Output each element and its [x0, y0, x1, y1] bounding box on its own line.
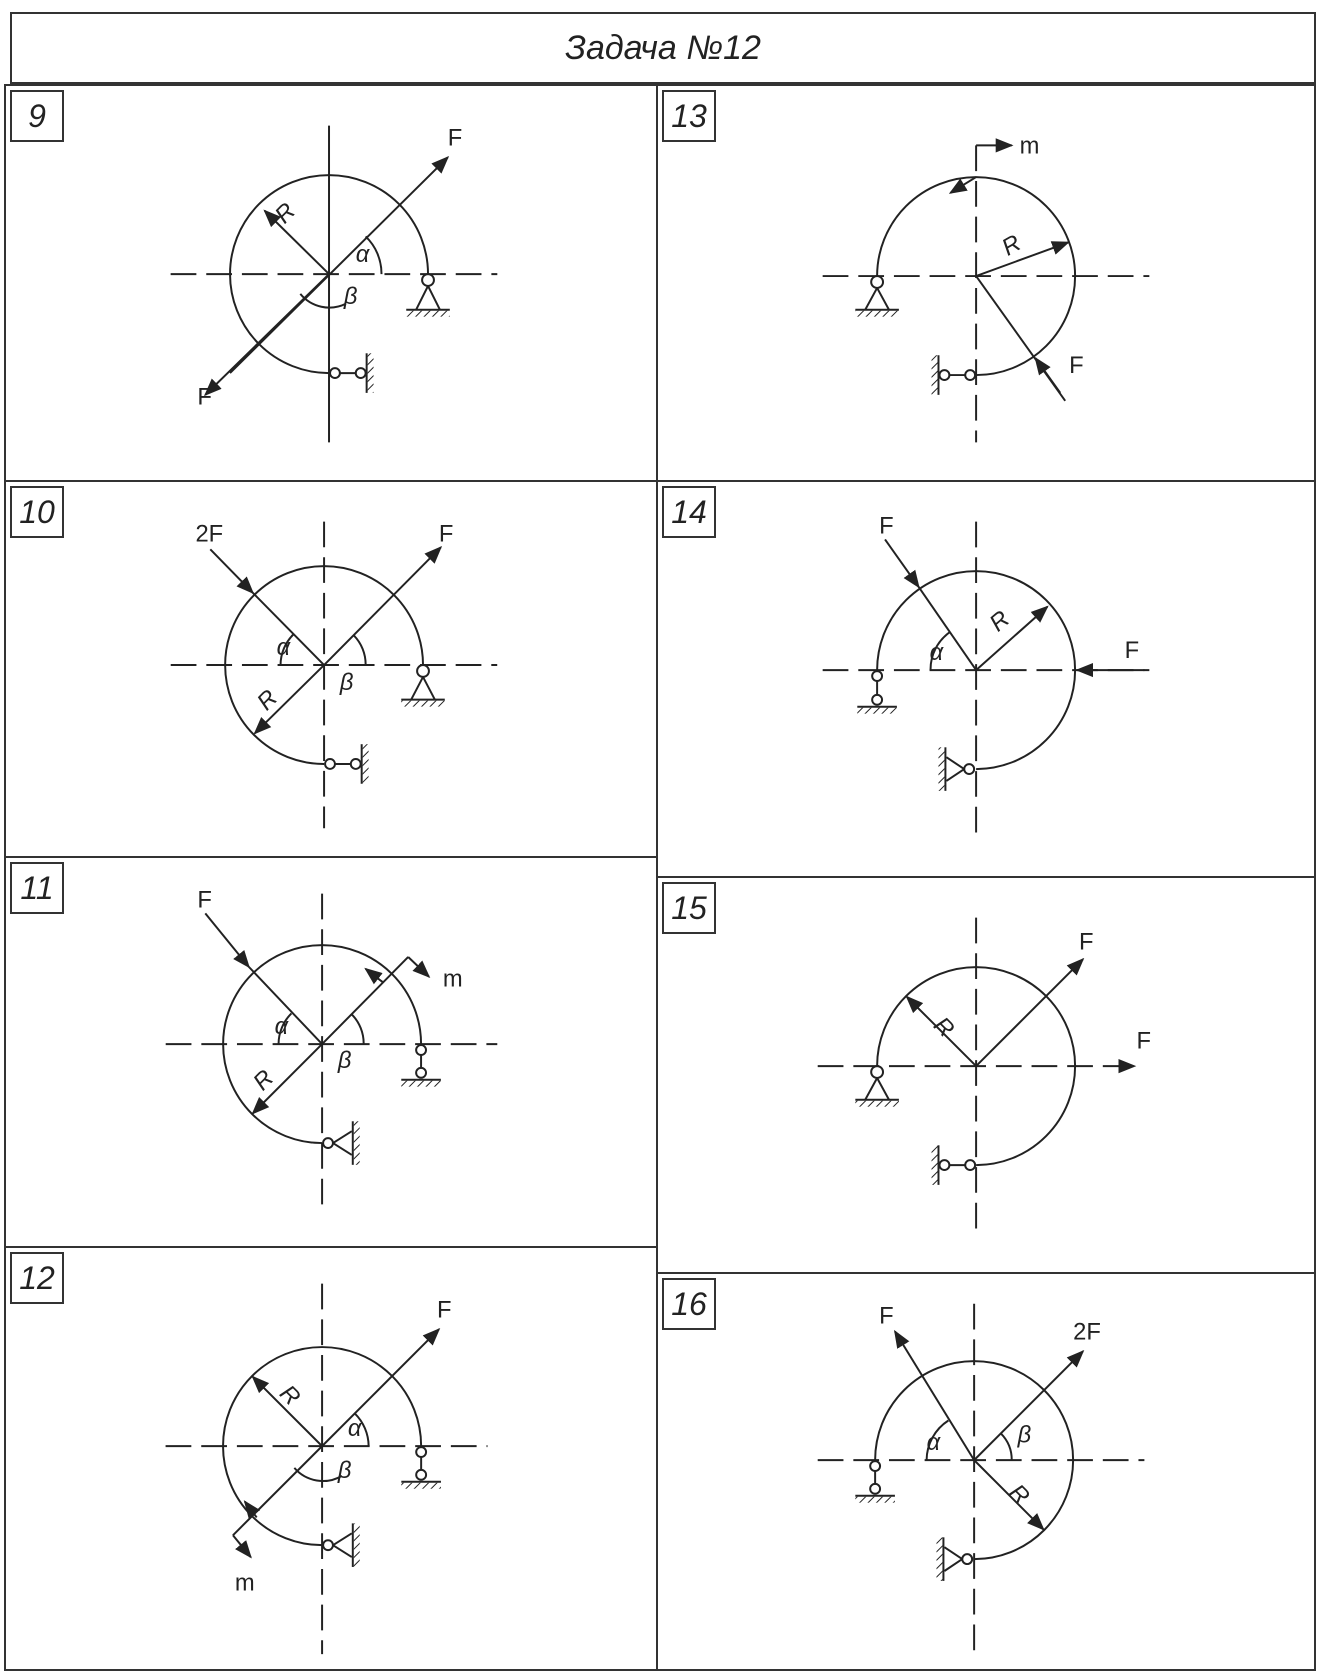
ground-hatch: [855, 1101, 899, 1107]
problem-13-diagram: [658, 86, 1314, 480]
alpha-label: α: [276, 635, 291, 662]
force-label: F: [438, 521, 454, 548]
beta-arc: [354, 635, 366, 665]
radius-label: R: [247, 1064, 280, 1096]
force-arrow: [1035, 358, 1060, 393]
force-label: 2F: [195, 521, 224, 548]
problem-11-panel: [4, 856, 658, 1248]
force-arrow-f: [324, 547, 441, 665]
problem-16-panel: [656, 1272, 1316, 1671]
beta-arc: [1001, 1433, 1012, 1460]
problem-11-diagram: [6, 858, 656, 1246]
force-arrow-1: [230, 157, 448, 373]
force-arrow-1: [885, 539, 919, 587]
pin-support-bottom: [962, 1554, 972, 1564]
title-bar: [10, 12, 1316, 84]
link-support-bottom: [330, 368, 340, 378]
radius-label: R: [984, 605, 1015, 638]
force-arrow-2: [205, 274, 329, 395]
problem-number: 12: [10, 1252, 64, 1304]
radius-label: R: [1003, 1478, 1035, 1511]
ground-hatch: [855, 311, 899, 317]
ground-hatch: [855, 1497, 895, 1503]
problem-number: 10: [10, 486, 64, 538]
force-arrow-2f: [210, 549, 253, 593]
problem-number: 9: [10, 90, 64, 142]
force-label: F: [447, 124, 463, 152]
problem-16-diagram: [658, 1274, 1314, 1669]
problem-number: 15: [662, 882, 716, 934]
radius-label: R: [928, 1011, 960, 1043]
radius-label: R: [274, 1379, 306, 1411]
problem-15-panel: [656, 876, 1316, 1274]
force-label: F: [1124, 637, 1140, 665]
alpha-label: α: [929, 639, 944, 667]
link-support-right: [416, 1045, 426, 1055]
force-label: F: [1069, 352, 1084, 380]
pin-support-left: [871, 1066, 883, 1078]
force-label: F: [436, 1296, 452, 1324]
problem-number: 14: [662, 486, 716, 538]
alpha-label: α: [926, 1429, 941, 1457]
link-support-bottom: [325, 759, 335, 769]
alpha-label: α: [347, 1415, 362, 1443]
link-support-bottom: [965, 370, 975, 380]
problem-10-diagram: [6, 482, 656, 856]
beta-label: β: [343, 282, 358, 310]
moment-arrow: [408, 957, 429, 977]
problem-12-diagram: [6, 1248, 656, 1669]
beta-label: β: [1017, 1421, 1032, 1449]
pin-support-bottom: [323, 1138, 333, 1148]
link-support-left: [870, 1461, 880, 1471]
force-label: F: [1079, 928, 1094, 956]
moment-arrow: [233, 1535, 251, 1557]
problem-9-diagram: [6, 86, 656, 480]
radius-label: R: [252, 685, 284, 716]
moment-label: m: [234, 1569, 255, 1597]
alpha-label: α: [355, 241, 370, 269]
moment-lever: [322, 957, 408, 1044]
moment-label: m: [442, 965, 463, 993]
ground-hatch: [401, 1483, 441, 1489]
pin-support-right: [422, 274, 434, 286]
beta-label: β: [337, 1456, 352, 1484]
ground-hatch: [401, 1081, 441, 1087]
radius-label: R: [997, 229, 1026, 262]
problem-14-panel: [656, 480, 1316, 878]
force-label: F: [197, 383, 212, 411]
moment-lever: [233, 1446, 322, 1535]
force-arrow: [322, 1329, 439, 1446]
force-arrow: [205, 913, 249, 966]
link-support-right: [416, 1447, 426, 1457]
link-support-bottom: [965, 1160, 975, 1170]
link-support-left: [872, 671, 882, 681]
ground-hatch: [401, 701, 445, 707]
beta-arc: [352, 1014, 364, 1044]
alpha-label: α: [274, 1013, 289, 1041]
ground-hatch: [857, 708, 897, 714]
problem-13-panel: [656, 84, 1316, 482]
force-arrow-diagonal: [976, 959, 1083, 1066]
problem-10-panel: [4, 480, 658, 858]
problem-12-panel: [4, 1246, 658, 1671]
pin-support-bottom: [964, 764, 974, 774]
force-label: F: [879, 512, 894, 540]
problem-14-diagram: [658, 482, 1314, 876]
problem-15-diagram: [658, 878, 1314, 1272]
problem-number: 16: [662, 1278, 716, 1330]
force-label: F: [1136, 1027, 1151, 1055]
problem-number: 13: [662, 90, 716, 142]
moment-label: m: [1019, 132, 1040, 160]
beta-arc: [294, 1468, 342, 1481]
ground-hatch: [406, 311, 450, 317]
problem-number: 11: [10, 862, 64, 914]
pin-support-left: [871, 276, 883, 288]
problem-9-panel: [4, 84, 658, 482]
beta-label: β: [337, 1046, 352, 1074]
radius-label: R: [269, 197, 301, 229]
force-label: F: [197, 886, 212, 914]
page-title: Задача №12: [565, 28, 761, 67]
beta-label: β: [339, 669, 354, 696]
force-label: F: [879, 1302, 894, 1330]
moment-tangent-arrow: [366, 969, 384, 983]
pin-support-bottom: [323, 1540, 333, 1550]
force-label: 2F: [1073, 1318, 1101, 1346]
pin-support-right: [417, 665, 429, 677]
